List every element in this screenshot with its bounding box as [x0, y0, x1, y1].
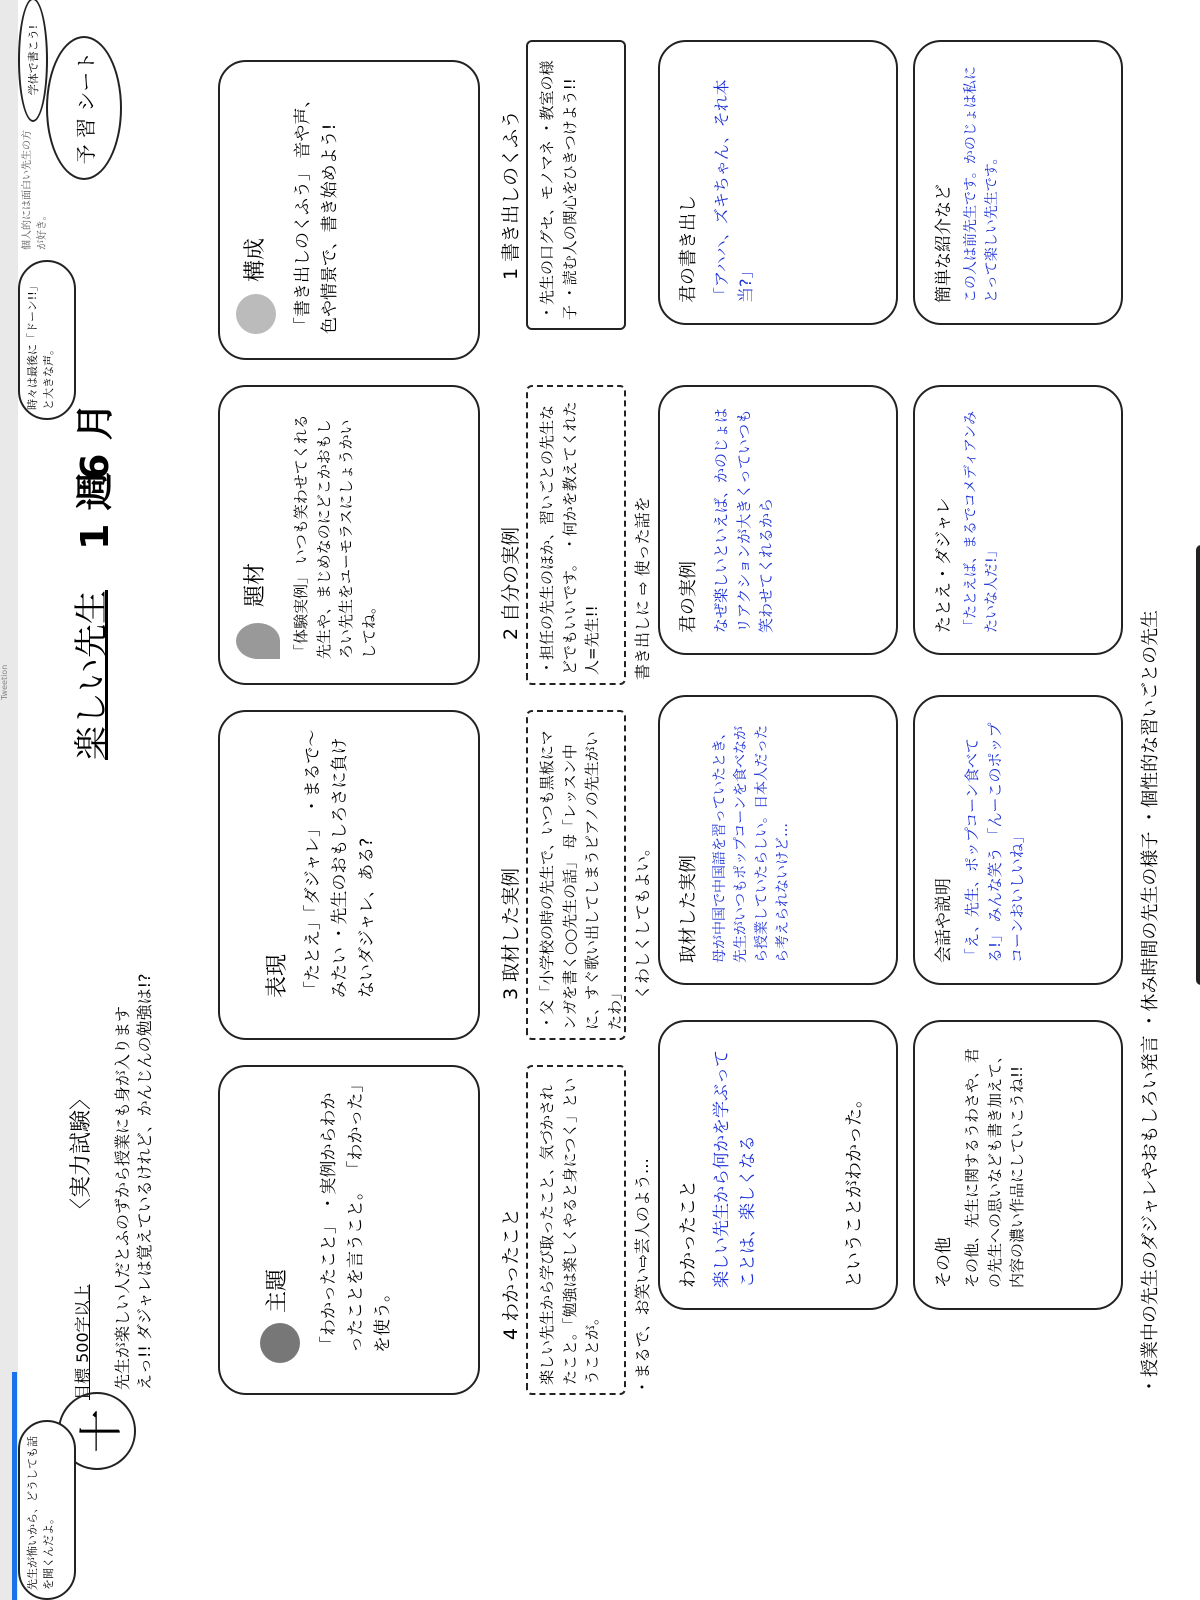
exam-label: 〈実力試験〉 — [69, 1087, 94, 1220]
tatoe-label: たとえ・ダジャレ — [934, 497, 954, 633]
kaiwa-label: 会話や説明 — [934, 878, 954, 963]
bottom-box-kaiwa — [913, 695, 1123, 985]
hyogen-body: 「たとえ」「ダジャレ」 ・まるで～みたい ・先生のおもしろさに負けないダジャレ、ある? — [303, 729, 378, 998]
answer-box-shuzai — [658, 695, 898, 985]
bottom-box-intro — [913, 40, 1123, 325]
comment-cloud-2-text: 時々は最後に「ドーン!!」と大きな声。 — [26, 280, 55, 410]
intro-line-1: 先生が楽しい人だとふのずから授業にも身が入ります — [113, 1005, 132, 1390]
comment-cloud-1 — [18, 1420, 76, 1600]
link-note-2: くわしくしてもよい。 — [633, 839, 652, 1000]
step-3-items-text: ・父「小学校の時の先生で、いつも黒板にマンガを書く○○先生の話」 母「レッスン中に、すぐ歌い出してしまうピアノの先生がいたわ」 — [538, 730, 624, 1030]
answer-box-kakidashi — [658, 40, 898, 325]
goal-label: 目標 500字以上 — [73, 1284, 92, 1400]
hint-box-daizai — [218, 385, 480, 685]
link-note-1: 書き出しに ⇨ 使った話を — [633, 496, 652, 680]
daizai-body: 「体験実例」 いつも笑わせてくれる先生や、まじめなのにどこかおもしろい先生をユーモラスにしょうかいしてね。 — [292, 414, 378, 659]
intro-answer: この人は前先生です。かのじょは私にとって楽しい先生です。 — [963, 66, 1000, 303]
comment-cloud-1-text: 先生が怖いから、どうしても話を聞くんだよ。 — [26, 1436, 55, 1590]
step-1-items-text: ・先生の口グセ、モノマネ ・教室の様子 ・読む人の関心をひきつけよう!! — [538, 60, 579, 320]
side-caption: Tweetion — [0, 664, 9, 700]
answer-box-wakatta — [658, 1020, 898, 1310]
wakatta-label: わかったこと — [678, 1180, 699, 1288]
step-4-head: 4 わかったこと — [500, 1207, 522, 1340]
page-progress-indicator — [12, 1372, 17, 1600]
step-4-items — [526, 1065, 626, 1395]
kaiwa-answer: 「え、先生、ポップコーン食べてる!」 みんな笑う 「んーこのポップコーンおいしいね」 — [963, 722, 1026, 963]
step-2-items — [526, 385, 626, 685]
shuzai-label: 取材した実例 — [678, 855, 699, 963]
comment-cloud-3-text: 個人的には面白い先生の方が好き。 — [22, 130, 48, 250]
bottom-box-sonota — [913, 1020, 1123, 1310]
shuzai-answer: 母が中国で中国語を習っていたとき、先生がいつもポップコーンを食べながら授業していたらしい。日本人だったら考えられないけど… — [712, 725, 791, 963]
hint-box-shudai — [218, 1065, 480, 1395]
stamp-text: 十 — [76, 1409, 127, 1453]
link-note-3: ・まるで、お笑い⇨芸人のよう… — [633, 1158, 652, 1395]
tatoe-answer: 「たとえば、まるでコメディアンみたいな人だ!」 — [963, 410, 1000, 633]
bottom-box-tatoe — [913, 385, 1123, 655]
intro-line-2: えっ!! ダジャレは覚えているけれど、かんじんの勉強は!? — [135, 973, 154, 1390]
step-3-items — [526, 710, 626, 1040]
sonota-label: その他 — [934, 1237, 954, 1288]
comment-cloud-3 — [18, 130, 48, 250]
left-scroll-rail — [0, 0, 19, 1600]
worksheet-page — [18, 0, 1200, 1600]
jitsurei-answer: なぜ楽しいといえば、かのじょはリアクションが大きくっていつも笑わせてくれるから — [712, 407, 775, 633]
intro-label: 簡単な紹介など — [934, 184, 954, 303]
step-4-items-text: 楽しい先生から学び取ったこと、気づかされたこと。「勉強は楽しくやると身につく」ということが。 — [538, 1077, 601, 1385]
hyogen-title: 表現 — [265, 953, 290, 998]
step-3-head: 3 取材した実例 — [500, 867, 522, 1000]
step-2-head: 2 自分の実例 — [500, 526, 522, 640]
title-badge — [46, 36, 122, 180]
worksheet-rotated-content — [18, 0, 1200, 1600]
header-week: 1 週 — [73, 472, 117, 550]
kakidashi-label: 君の書き出し — [678, 195, 699, 303]
wakatta-answer: 楽しい先生から何かを学ぶってことは、楽しくなる — [712, 1050, 758, 1288]
side-tag-text: 学体で書こう! — [27, 24, 40, 96]
footer-note: ・授業中の先生のダジャレやおもしろい発言 ・休み時間の先生の様子 ・個性的な習いごとの先生 — [1140, 609, 1161, 1395]
header-month: 6 月 — [73, 402, 117, 480]
side-tag — [18, 0, 48, 122]
answer-box-jitsurei — [658, 385, 898, 655]
comment-cloud-2 — [18, 260, 76, 420]
kousei-body: 「書き出しのくふう」 音や声、色や情景で、書き始めよう! — [293, 90, 341, 334]
jitsurei-label: 君の実例 — [678, 561, 699, 633]
kousei-icon — [236, 294, 276, 334]
title-badge-text: 予 習 シート — [73, 51, 98, 165]
shudai-title: 主題 — [265, 1268, 290, 1313]
document-scrollbar[interactable] — [1196, 545, 1200, 985]
shudai-icon — [260, 1323, 300, 1363]
wakatta-tail: ということがわかった。 — [844, 1090, 865, 1288]
kousei-title: 構成 — [243, 237, 268, 282]
hint-box-kousei — [218, 60, 480, 360]
daizai-title: 題材 — [243, 562, 268, 607]
step-2-items-text: ・担任の先生のほか、習いごとの先生などでもいいです。 ・何かを教えてくれた人=先生!! — [538, 401, 601, 675]
sonota-answer: その他、先生に関するうわさや、君の先生への思いなども書き加えて、内容の濃い作品にしていこうね!! — [963, 1048, 1026, 1288]
step-1-items — [526, 40, 626, 330]
daizai-icon — [236, 623, 280, 659]
shudai-body: 「わかったこと」 ・実例からわかったことを言うこと。 「わかった」を使う。 — [319, 1084, 394, 1353]
header-theme: 楽しい先生 — [72, 590, 112, 760]
step-1-head: 1 書き出しのくふう — [500, 109, 522, 280]
hint-box-hyogen — [218, 710, 480, 1040]
kakidashi-answer: 「アハハ、ズキちゃん、それ本当?」 — [712, 79, 755, 303]
